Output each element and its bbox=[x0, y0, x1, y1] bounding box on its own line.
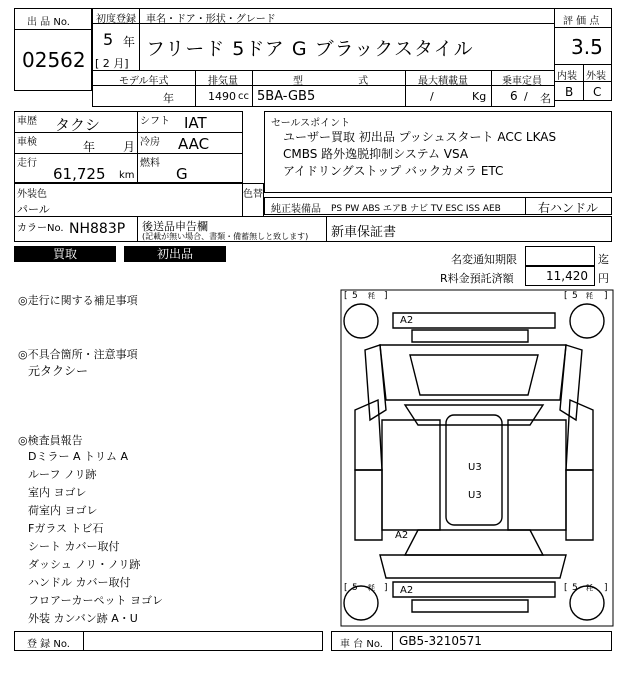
tire-rl-bracket: [ bbox=[344, 583, 348, 593]
left-side-door bbox=[382, 420, 440, 530]
capacity-label: 乗車定員 bbox=[502, 76, 542, 87]
registration-label: 登 録 No. bbox=[27, 639, 70, 650]
inspector-line: ダッシュ ノリ・ノリ跡 bbox=[28, 558, 141, 571]
inspector-line: シート カバー取付 bbox=[28, 540, 120, 553]
tire-rr-bracket: [ bbox=[564, 583, 568, 593]
chassis-label: 車 台 No. bbox=[340, 639, 383, 650]
history-label: 車歴 bbox=[17, 116, 37, 127]
recycle-label: R料金預託済額 bbox=[440, 272, 514, 285]
first-reg-month: [ 2 月] bbox=[95, 57, 129, 70]
inspection-month-unit: 月 bbox=[123, 140, 136, 154]
fuel-label: 燃料 bbox=[140, 158, 160, 169]
lot-label: 出 品 No. bbox=[27, 17, 70, 28]
handle-value: 右ハンドル bbox=[538, 201, 599, 215]
left-rear-door bbox=[355, 470, 382, 540]
max-load-label: 最大積載量 bbox=[418, 76, 468, 87]
sales-points-label: セールスポイント bbox=[271, 118, 351, 129]
color-no-label: カラーNo. bbox=[17, 223, 64, 234]
chassis-no: GB5-3210571 bbox=[399, 634, 482, 648]
registration-label-cell bbox=[14, 631, 84, 651]
sales-point-line: アイドリングストップ バックカメラ ETC bbox=[283, 164, 504, 178]
wheel-front-right bbox=[570, 304, 604, 338]
first-reg-label: 初度登録 bbox=[96, 14, 136, 25]
max-load-unit: Kg bbox=[472, 90, 487, 103]
tire-fl-bracket: [ bbox=[344, 291, 348, 301]
defects-heading: ◎不具合箇所・注意事項 bbox=[18, 348, 138, 361]
left-front-fender bbox=[365, 345, 386, 420]
sales-point-line: ユーザー買取 初出品 プッシュスタート ACC LKAS bbox=[283, 130, 557, 144]
ext-color-label: 外装色 bbox=[17, 189, 47, 200]
hood-panel bbox=[410, 355, 538, 395]
exterior-grade: C bbox=[593, 85, 602, 99]
inspector-line: Dミラー A トリム A bbox=[28, 450, 129, 463]
fuel-value: G bbox=[176, 165, 188, 183]
right-front-door-upper bbox=[566, 400, 593, 470]
damage-mark-u3-roof-1: U3 bbox=[468, 462, 482, 473]
name-change-unit: 迄 bbox=[598, 253, 609, 266]
tire-rr-bracket-close: ] bbox=[604, 583, 608, 593]
driving-heading: ◎走行に関する補足事項 bbox=[18, 294, 138, 307]
damage-mark-a2-rear: A2 bbox=[400, 585, 414, 596]
ac-label: 冷房 bbox=[140, 137, 160, 148]
interior-label: 内装 bbox=[557, 71, 577, 82]
retrofit-label: 後送品申告欄 bbox=[142, 220, 208, 233]
equipment-items: PS PW ABS エアB ナビ TV ESC ISS AEB bbox=[331, 204, 501, 214]
max-load-slash: / bbox=[430, 90, 434, 103]
front-grille bbox=[412, 330, 528, 342]
ext-color-value: パール bbox=[17, 203, 50, 216]
mileage-label: 走行 bbox=[17, 158, 37, 169]
displacement-value: 1490 bbox=[208, 90, 236, 103]
type-label: 型 式 bbox=[293, 76, 369, 87]
damage-mark-a2-side: A2 bbox=[395, 530, 409, 541]
front-bumper bbox=[393, 313, 555, 328]
sales-point-line: CMBS 路外逸脱抑制システム VSA bbox=[283, 147, 469, 161]
retrofit-note: (記載が無い場合、書類・備蓄無しと致します) bbox=[142, 232, 309, 241]
inspection-year-unit: 年 bbox=[83, 140, 96, 154]
model-code: 5BA-GB5 bbox=[257, 89, 316, 104]
right-front-fender bbox=[560, 345, 582, 420]
model-year-label: モデル年式 bbox=[119, 76, 169, 87]
inspector-line: 荷室内 ヨゴレ bbox=[28, 504, 98, 517]
car-name: フリード 5ドア G ブラックスタイル bbox=[146, 38, 474, 60]
tire-rl-bracket-close: ] bbox=[384, 583, 388, 593]
interior-grade: B bbox=[565, 85, 574, 99]
wheel-front-left bbox=[344, 304, 378, 338]
displacement-unit: cc bbox=[238, 91, 249, 102]
exterior-label: 外装 bbox=[586, 71, 606, 82]
recycle-unit: 円 bbox=[598, 272, 609, 285]
recycle-amount: 11,420 bbox=[546, 269, 588, 283]
tire-rl-depth: 5 bbox=[352, 583, 358, 593]
shift-label: シフト bbox=[140, 116, 170, 127]
rear-garnish bbox=[412, 600, 528, 612]
tire-fl-unit: 粍 bbox=[368, 292, 375, 300]
ac-value: AAC bbox=[178, 135, 210, 153]
inspector-line: 室内 ヨゴレ bbox=[28, 486, 87, 499]
tire-fr-unit: 粍 bbox=[586, 292, 593, 300]
shift-value: IAT bbox=[184, 114, 207, 132]
left-front-door-upper bbox=[355, 400, 382, 470]
era-year: 5 bbox=[103, 30, 114, 49]
first-listing-badge: 初出品 bbox=[124, 246, 226, 262]
tire-fl-bracket-close: ] bbox=[384, 291, 388, 301]
mileage-unit: km bbox=[119, 170, 135, 181]
history-value: タクシ bbox=[55, 116, 101, 134]
era-year-unit: 年 bbox=[123, 35, 136, 49]
inspector-line: フロアーカーペット ヨゴレ bbox=[28, 594, 163, 607]
tire-fl-depth: 5 bbox=[352, 291, 358, 301]
chassis-value-cell bbox=[392, 631, 612, 651]
inspector-line: ハンドル カバー取付 bbox=[28, 576, 131, 589]
damage-mark-a2-front: A2 bbox=[400, 315, 414, 326]
registration-value-cell bbox=[83, 631, 323, 651]
damage-mark-u3-roof-2: U3 bbox=[468, 490, 482, 501]
capacity-slash: / bbox=[524, 90, 528, 103]
right-rear-door bbox=[566, 470, 593, 540]
inspector-line: Fガラス トビ石 bbox=[28, 522, 104, 535]
inspector-line: ルーフ ノリ跡 bbox=[28, 468, 97, 481]
tire-fr-bracket-close: ] bbox=[604, 291, 608, 301]
model-year-unit: 年 bbox=[163, 92, 174, 105]
color-no-value: NH883P bbox=[69, 221, 126, 237]
rear-bumper bbox=[393, 582, 555, 597]
tire-rr-unit: 粍 bbox=[586, 584, 593, 592]
wheel-rear-left bbox=[344, 586, 378, 620]
tire-rr-depth: 5 bbox=[572, 583, 578, 593]
capacity-value: 6 bbox=[510, 89, 518, 103]
inspector-heading: ◎検査員報告 bbox=[18, 434, 83, 447]
defects-text: 元タクシー bbox=[28, 364, 89, 378]
tailgate bbox=[380, 555, 566, 578]
color-change-label: 色替 bbox=[243, 189, 263, 200]
tire-rl-unit: 粍 bbox=[368, 584, 375, 592]
tire-fr-depth: 5 bbox=[572, 291, 578, 301]
buyback-badge: 買取 bbox=[14, 246, 116, 262]
displacement-label: 排気量 bbox=[208, 76, 238, 87]
right-side-door bbox=[508, 420, 566, 530]
rear-window bbox=[405, 530, 543, 555]
car-desc-label: 車名・ドア・形状・グレード bbox=[146, 14, 276, 25]
hood-outline bbox=[380, 345, 566, 400]
capacity-unit: 名 bbox=[540, 92, 551, 105]
lot-number: 02562 bbox=[22, 48, 86, 72]
tire-fr-bracket: [ bbox=[564, 291, 568, 301]
chassis-label-cell bbox=[331, 631, 393, 651]
inspection-label: 車検 bbox=[17, 137, 37, 148]
score-value: 3.5 bbox=[571, 35, 603, 59]
equipment-label: 純正装備品 bbox=[271, 204, 321, 215]
score-label: 評 価 点 bbox=[563, 16, 600, 27]
mileage-value: 61,725 bbox=[53, 165, 106, 183]
warranty-value: 新車保証書 bbox=[331, 225, 397, 240]
inspector-line: 外装 カンバン跡 A・U bbox=[28, 612, 138, 625]
name-change-label: 名変通知期限 bbox=[451, 253, 517, 266]
